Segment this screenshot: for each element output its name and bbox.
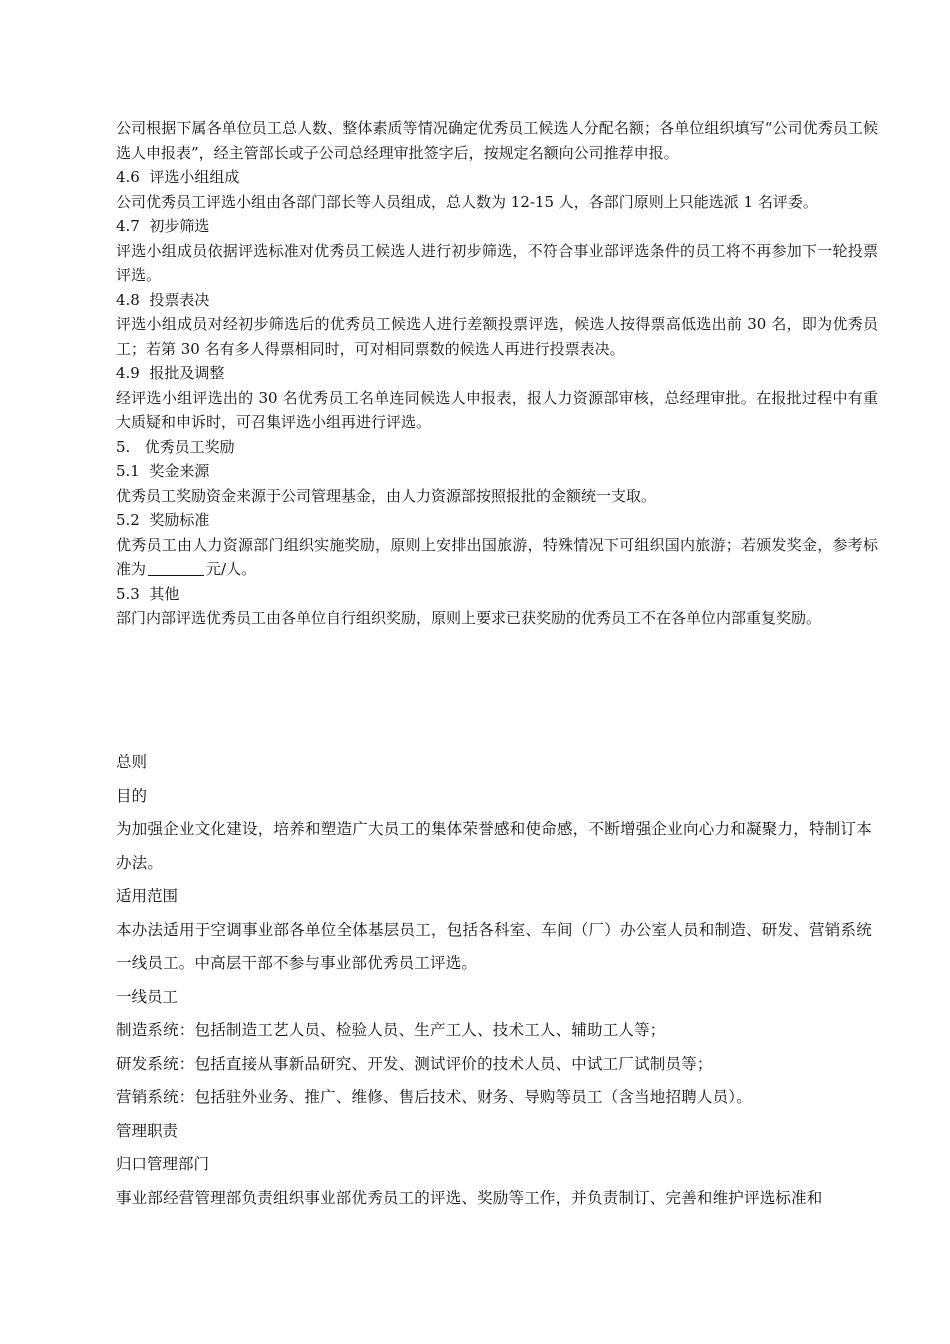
amount-blank-underline (148, 559, 204, 576)
heading-scope: 适用范围 (116, 887, 179, 905)
paragraph-reward-standard (116, 533, 878, 582)
paragraph-screening: 评选小组成员依据评选标准对优秀员工候选人进行初步筛选，不符合事业部评选条件的员工将不再参加下一轮投票评选。 (116, 241, 878, 284)
paragraph-marketing-system: 营销系统：包括驻外业务、推广、维修、售后技术、财务、导购等员工（含当地招聘人员）。 (116, 1088, 752, 1106)
heading-general: 总则 (116, 753, 148, 771)
heading-5-1-fund-source: 5.1 奖金来源 (116, 462, 210, 480)
paragraph-purpose: 为加强企业文化建设，培养和塑造广大员工的集体荣誉感和使命感，不断增强企业向心力和凝聚力，特制订本办法。 (116, 820, 872, 872)
heading-4-9-approval: 4.9 报批及调整 (116, 364, 225, 382)
section-general-provisions (116, 746, 872, 1215)
heading-4-7-screening: 4.7 初步筛选 (116, 217, 210, 235)
heading-management-duties: 管理职责 (116, 1121, 179, 1140)
heading-4-6-committee: 4.6 评选小组组成 (116, 168, 240, 186)
heading-responsible-department: 归口管理部门 (116, 1155, 210, 1173)
section-evaluation-procedure (116, 116, 878, 631)
paragraph-other: 部门内部评选优秀员工由各单位自行组织奖励，原则上要求已获奖励的优秀员工不在各单位内部重复奖励。 (116, 609, 822, 627)
paragraph-rd-system: 研发系统：包括直接从事新品研究、开发、测试评价的技术人员、中试工厂试制员等； (116, 1054, 713, 1073)
paragraph-responsible-department: 事业部经营管理部负责组织事业部优秀员工的评选、奖励等工作，并负责制订、完善和维护评选标准和 (116, 1188, 823, 1207)
reward-standard-text: 优秀员工由人力资源部门组织实施奖励，原则上安排出国旅游，特殊情况下可组织国内旅游；若颁发奖金，参考标准为 (116, 535, 878, 578)
paragraph-manufacturing-system: 制造系统：包括制造工艺人员、检验人员、生产工人、技术工人、辅助工人等； (116, 1021, 666, 1039)
paragraph-candidate-allocation: 公司根据下属各单位员工总人数、整体素质等情况确定优秀员工候选人分配名额；各单位组织填写“公司优秀员工候选人申报表”，经主管部长或子公司总经理审批签字后，按规定名额向公司推荐申报。 (116, 119, 878, 162)
heading-frontline-staff: 一线员工 (116, 987, 179, 1006)
paragraph-fund-source: 优秀员工奖励资金来源于公司管理基金，由人力资源部按照报批的金额统一支取。 (116, 486, 657, 505)
heading-5-3-other: 5.3 其他 (116, 584, 180, 603)
paragraph-approval: 经评选小组评选出的 30 名优秀员工名单连同候选人申报表，报人力资源部审核，总经理审批。在报批过程中有重大质疑和申诉时，可召集评选小组再进行评选。 (116, 388, 878, 431)
paragraph-committee: 公司优秀员工评选小组由各部门部长等人员组成，总人数为 12-15 人，各部门原则上只能选派 1 名评委。 (116, 192, 818, 211)
heading-4-8-voting: 4.8 投票表决 (116, 290, 210, 309)
heading-5-2-reward-standard: 5.2 奖励标准 (116, 511, 210, 529)
reward-unit-text: 元/人。 (206, 560, 257, 578)
heading-5-rewards: 5. 优秀员工奖励 (116, 437, 235, 456)
paragraph-voting: 评选小组成员对经初步筛选后的优秀员工候选人进行差额投票评选，候选人按得票高低选出前 30 名，即为优秀员工；若第 30 名有多人得票相同时，可对相同票数的候选人再进行投票表决。 (116, 315, 878, 358)
heading-purpose: 目的 (116, 786, 148, 805)
paragraph-scope: 本办法适用于空调事业部各单位全体基层员工，包括各科室、车间（厂）办公室人员和制造、研发、营销系统一线员工。中高层干部不参与事业部优秀员工评选。 (116, 920, 872, 972)
